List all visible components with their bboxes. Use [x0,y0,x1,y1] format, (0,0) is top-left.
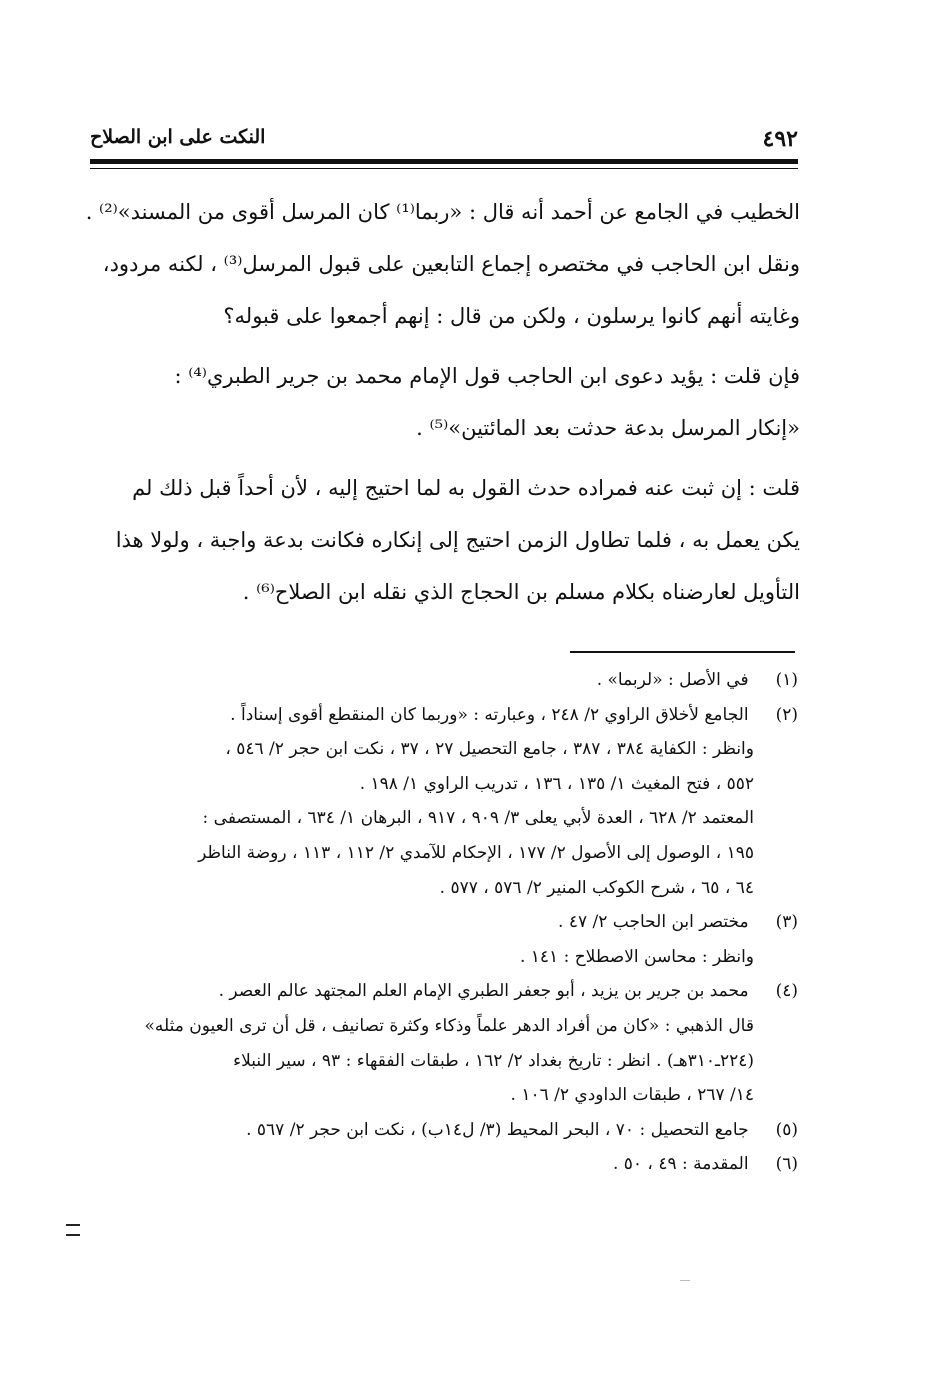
running-title: النكت على ابن الصلاح [90,126,266,148]
footnote-5 [70,1113,798,1148]
footnote-text: جامع التحصيل : ٧٠ ، البحر المحيط (٣/ ل١٤ب) ، نكت ابن حجر ٢/ ٥٦٧ . [246,1119,749,1140]
footnote-continuation: المعتمد ٢/ ٦٢٨ ، العدة لأبي يعلى ٣/ ٩٠٩ ، ٩١٧ ، البرهان ١/ ٦٣٤ ، المستصفى : [202,808,754,829]
footnote-continuation: ١٤/ ٢٦٧ ، طبقات الداودي ٢/ ١٠٦ . [510,1085,754,1106]
footnote-number: (١) [775,670,798,690]
header-rule-thin [90,168,798,169]
footnote-text: المقدمة : ٤٩ ، ٥٠ . [612,1154,749,1175]
main-text [85,186,800,618]
footnote-continuation: ٥٥٢ ، فتح المغيث ١/ ١٣٥ ، ١٣٦ ، تدريب الراوي ١/ ١٩٨ . [359,773,754,794]
footnote-number: (٦) [775,1154,798,1175]
footnote-continuation: (٢٢٤ـ٣١٠هـ) . انظر : تاريخ بغداد ٢/ ١٦٢ ، طبقات الفقهاء : ٩٣ ، سير النبلاء [233,1050,754,1071]
footnote-continuation: وانظر : محاسن الاصطلاح : ١٤١ . [519,946,754,967]
footnote-1 [70,663,798,698]
footnote-number: (٤) [775,981,798,1002]
footnote-continuation: ٦٤ ، ٦٥ ، شرح الكوكب المنير ٢/ ٥٧٦ ، ٥٧٧ . [439,877,754,898]
footnote-text: مختصر ابن الحاجب ٢/ ٤٧ . [558,912,749,933]
footnote-number: (٢) [775,704,798,725]
scan-speck [680,1280,690,1281]
header-rule-thick [90,159,798,164]
footnote-number: (٥) [775,1119,798,1140]
footnote-text: في الأصل : «لربما» . [596,670,749,690]
text-line: التأويل لعارضناه بكلام مسلم بن الحجاج الذي نقله ابن الصلاح⁽⁶⁾ . [242,580,800,604]
text-line: وغايته أنهم كانوا يرسلون ، ولكن من قال : إنهم أجمعوا على قبوله؟ [223,304,800,328]
footnote-continuation: قال الذهبي : «كان من أفراد الدهر علماً وذكاء وكثرة تصانيف ، قل أن ترى العيون مثله» [144,1015,754,1036]
text-line: «إنكار المرسل بدعة حدثت بعد المائتين»⁽⁵⁾ . [416,416,800,440]
footnote-continuation: وانظر : الكفاية ٣٨٤ ، ٣٨٧ ، جامع التحصيل ٢٧ ، ٣٧ ، نكت ابن حجر ٢/ ٥٤٦ ، [225,739,754,760]
text-line: يكن يعمل به ، فلما تطاول الزمن احتيج إلى إنكاره فكانت بدعة واجبة ، ولولا هذا [115,528,800,552]
footnote-text: الجامع لأخلاق الراوي ٢/ ٢٤٨ ، وعبارته : «وربما كان المنقطع أقوى إسناداً . [230,704,749,725]
text-line: ونقل ابن الحاجب في مختصره إجماع التابعين على قبول المرسل⁽³⁾ ، لكنه مردود، [102,252,800,276]
footnote-continuation: ١٩٥ ، الوصول إلى الأصول ٢/ ١٧٧ ، الإحكام للآمدي ٢/ ١١٢ ، ١١٣ ، روضة الناظر [198,842,754,863]
footnote-number: (٣) [775,912,798,933]
text-line: فإن قلت : يؤيد دعوى ابن الحاجب قول الإمام محمد بن جرير الطبري⁽⁴⁾ : [174,364,800,388]
footnote-separator [570,651,795,653]
text-line: الخطيب في الجامع عن أحمد أنه قال : «ربما⁽¹⁾ كان المرسل أقوى من المسند»⁽²⁾ . [85,200,800,224]
footnote-3 [70,905,798,940]
footnote-4 [70,974,798,1009]
page-number: ٤٩٢ [762,126,798,152]
text-line: قلت : إن ثبت عنه فمراده حدث القول به لما احتيج إليه ، لأن أحداً قبل ذلك لم [132,476,800,500]
margin-mark [66,1224,80,1236]
footnote-2 [70,698,798,733]
page-header [90,118,798,158]
footnote-text: محمد بن جرير بن يزيد ، أبو جعفر الطبري الإمام العلم المجتهد عالم العصر . [218,981,749,1002]
footnotes [70,663,798,1182]
footnote-6 [70,1147,798,1182]
